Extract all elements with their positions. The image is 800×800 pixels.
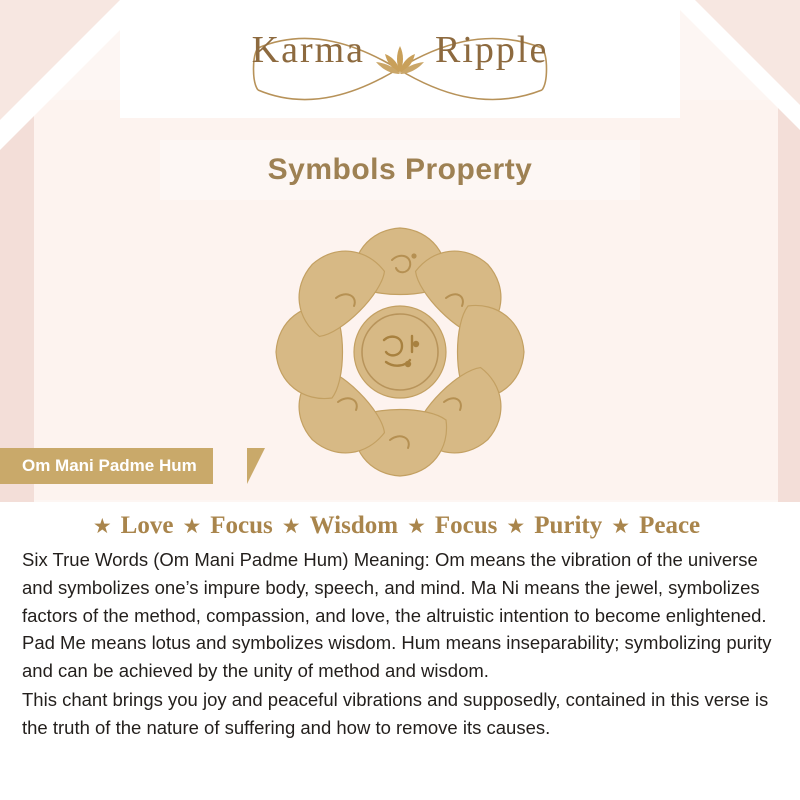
description-paragraph-1: Six True Words (Om Mani Padme Hum) Meaning: Om means the vibration of the universe and symbolizes one’s impure body, speech, and mind. Ma Ni means the jewel, symbolizes factors of the method, compassion, and love, the altruistic intention to become enlightened. Pad Me means lotus and symbolizes wisdom. Hum means inseparability; symbolizing purity and can be achieved by the unity of method and wisdom. bbox=[22, 549, 772, 681]
description-paragraph-2: This chant brings you joy and peaceful vibrations and supposedly, contained in this verse is the truth of the nature of suffering and how to remove its causes. bbox=[22, 688, 769, 738]
ribbon-label bbox=[0, 448, 213, 484]
keyword-list bbox=[0, 502, 800, 544]
star-icon: ★ bbox=[281, 514, 301, 538]
brand-logo bbox=[0, 28, 800, 72]
description-text bbox=[0, 544, 800, 741]
brand-logo-inner bbox=[242, 28, 559, 72]
star-icon: ★ bbox=[407, 514, 426, 538]
keyword-item: Focus bbox=[434, 512, 498, 539]
description-section bbox=[0, 502, 800, 800]
lotus-mandala-icon bbox=[250, 212, 550, 492]
brand-name-first: Karma bbox=[251, 29, 366, 71]
ribbon-text: Om Mani Padme Hum bbox=[22, 456, 197, 475]
star-icon: ★ bbox=[92, 514, 112, 538]
mandala-graphic bbox=[250, 212, 550, 497]
keyword-item: Wisdom bbox=[309, 512, 399, 539]
keyword-item: Focus bbox=[210, 512, 273, 539]
keyword-item: Purity bbox=[534, 512, 603, 539]
star-icon: ★ bbox=[611, 514, 631, 538]
brand-name-second: Ripple bbox=[435, 29, 549, 71]
lotus-icon bbox=[371, 42, 429, 82]
star-icon: ★ bbox=[506, 514, 526, 538]
keyword-item: Peace bbox=[639, 512, 701, 539]
section-title-bar bbox=[160, 140, 640, 200]
ribbon-tail bbox=[247, 448, 265, 484]
keyword-item: Love bbox=[120, 512, 174, 539]
star-icon: ★ bbox=[182, 514, 202, 538]
page-title: Symbols Property bbox=[267, 153, 533, 186]
